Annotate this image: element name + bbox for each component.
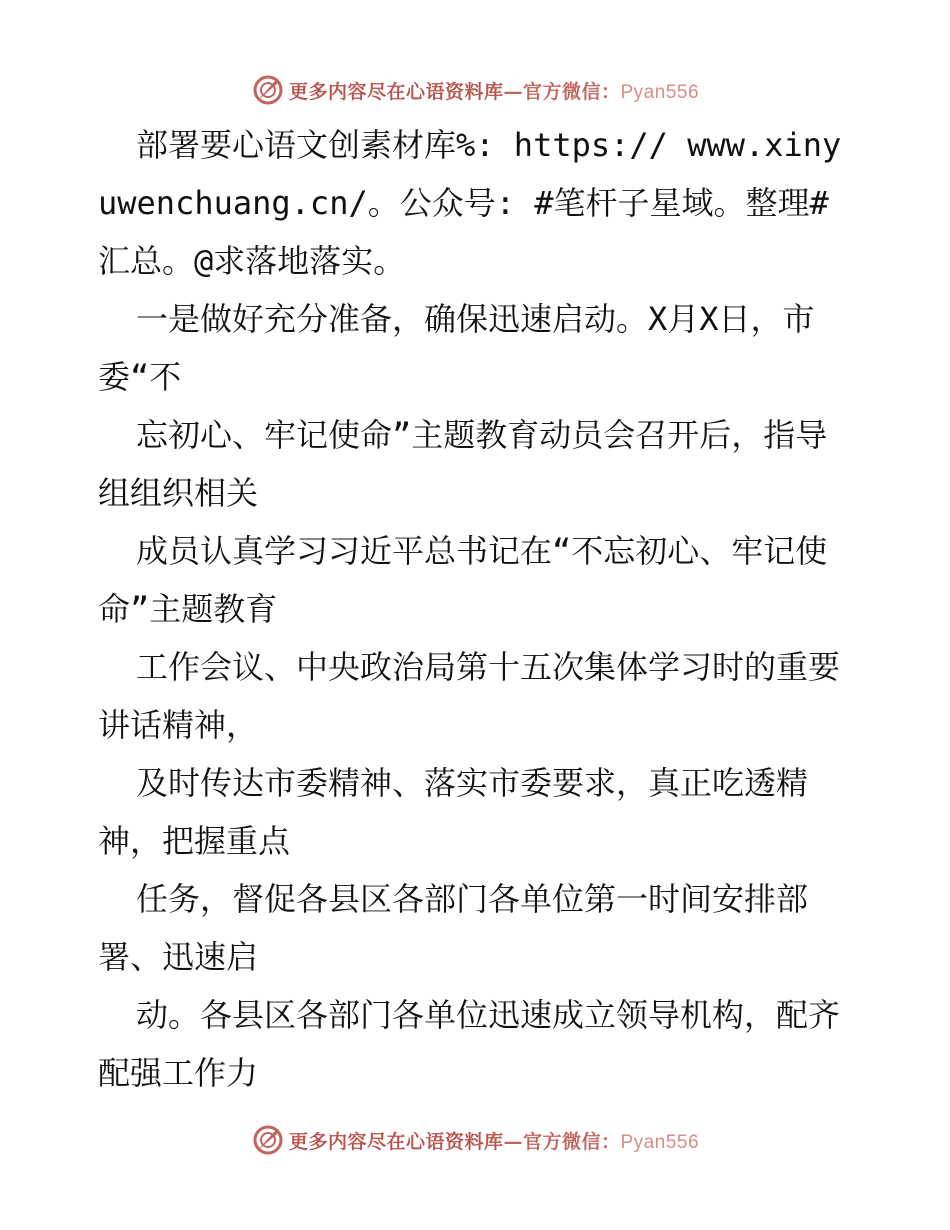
paragraph: 工作会议、中央政治局第十五次集体学习时的重要讲话精神， [98, 648, 841, 744]
watermark-wechat-id: Pyan556 [620, 1131, 700, 1153]
brush-seal-logo-icon [251, 73, 285, 107]
watermark-wechat-label: 官方微信： [522, 1130, 621, 1153]
watermark-site-text: 更多内容尽在心语资料库 [288, 80, 504, 103]
document-body [98, 116, 858, 1102]
watermark-wechat-label: 官方微信： [522, 80, 621, 103]
paragraph: 及时传达市委精神、落实市委要求，真正吃透精神，把握重点 [98, 764, 809, 860]
watermark-site-text: 更多内容尽在心语资料库 [288, 1130, 504, 1153]
watermark-separator: — [503, 1130, 523, 1153]
paragraph: 部署要心语文创素材库%: https:// www.xinyuwenchuang.cn/。公众号: #笔杆子星域。整理#汇总。@求落地落实。 [98, 126, 842, 280]
paragraph: 一是做好充分准备，确保迅速启动。X月X日，市委“不 [98, 300, 815, 396]
paragraph: 忘初心、牢记使命”主题教育动员会召开后，指导组组织相关 [98, 416, 828, 512]
paragraph: 动。各县区各部门各单位迅速成立领导机构，配齐配强工作力 [98, 996, 841, 1092]
paragraph: 成员认真学习习近平总书记在“不忘初心、牢记使命”主题教育 [98, 532, 828, 628]
paragraph: 任务，督促各县区各部门各单位第一时间安排部署、迅速启 [98, 880, 809, 976]
header-watermark [0, 70, 950, 110]
brush-seal-logo-icon [251, 1123, 285, 1157]
watermark-separator: — [503, 80, 523, 103]
footer-watermark [0, 1120, 950, 1160]
watermark-wechat-id: Pyan556 [620, 81, 700, 103]
watermark-text [289, 77, 699, 104]
watermark-text [289, 1127, 699, 1154]
